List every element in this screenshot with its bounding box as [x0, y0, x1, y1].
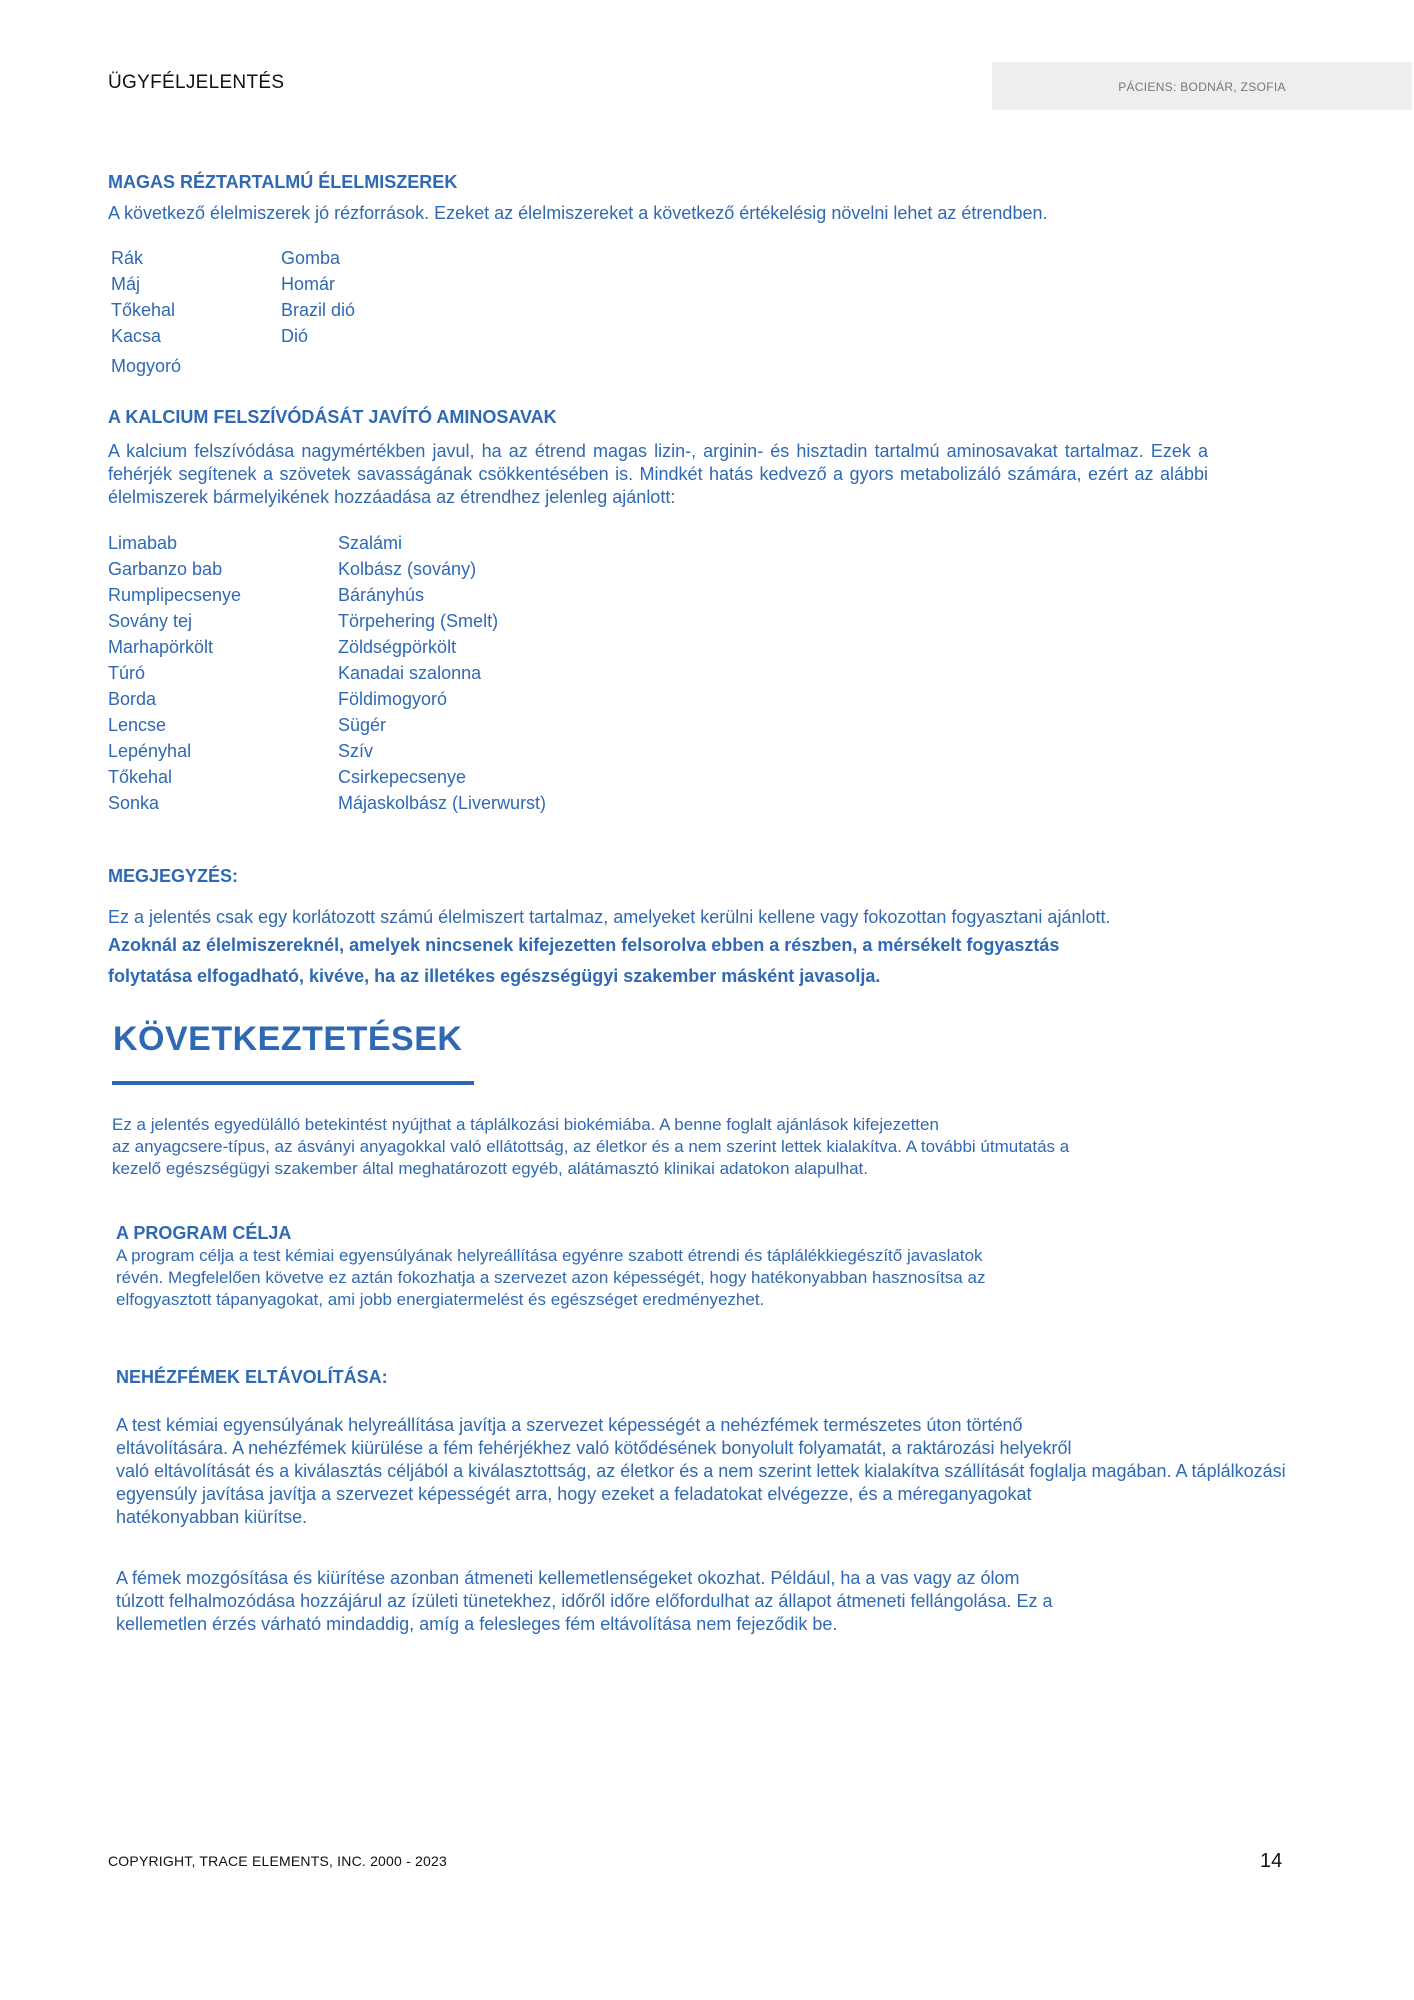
calcium-list-col1: [108, 530, 241, 816]
list-item: Sonka: [108, 793, 160, 813]
list-item: Sovány tej: [108, 611, 193, 631]
list-item: Garbanzo bab: [108, 559, 223, 579]
patient-box: [992, 62, 1412, 110]
list-item: Májaskolbász (Liverwurst): [338, 793, 547, 813]
list-item: Csirkepecsenye: [338, 767, 467, 787]
list-item: Lencse: [108, 715, 167, 735]
list-item: Túró: [108, 663, 146, 683]
list-item: Gomba: [281, 248, 341, 268]
program-line1: A program célja a test kémiai egyensúlyának helyreállítása egyénre szabott étrendi és táplálékkiegészítő javaslatok: [116, 1246, 983, 1265]
program-line3: elfogyasztott tápanyagokat, ami jobb energiatermelést és egészséget eredményezhet.: [116, 1290, 765, 1309]
heavy-metals-p1-line3: való eltávolítását és a kiválasztás céljából a kiválasztottság, az életkor és a nem szerint lettek kialakítva szállítását foglalja magában. A táplálkozási: [116, 1461, 1286, 1481]
list-item: Tőkehal: [108, 767, 173, 787]
list-item: Tőkehal: [111, 300, 176, 320]
list-item: Limabab: [108, 533, 178, 553]
list-item: Bárányhús: [338, 585, 425, 605]
list-item: Törpehering (Smelt): [338, 611, 499, 631]
list-item: Kolbász (sovány): [338, 559, 477, 579]
note-bold-line1: Azoknál az élelmiszereknél, amelyek nincsenek kifejezetten felsorolva ebben a részben, a mérsékelt fogyasztás: [108, 935, 1060, 955]
patient-label: PÁCIENS: BODNÁR, ZSOFIA: [1118, 80, 1286, 94]
conclusions-line2: az anyagcsere-típus, az ásványi anyagokkal való ellátottság, az életkor és a nem szerint lettek kialakítva. A további útmutatás a: [112, 1137, 1070, 1156]
list-item: Rumplipecsenye: [108, 585, 242, 605]
report-title: ÜGYFÉLJELENTÉS: [108, 72, 285, 93]
list-item: Szalámi: [338, 533, 403, 553]
heavy-metals-p2-line3: kellemetlen érzés várható mindaddig, amíg a felesleges fém eltávolítása nem fejeződik be.: [116, 1614, 838, 1634]
copper-intro: A következő élelmiszerek jó rézforrások. Ezeket az élelmiszereket a következő értékelésig növelni lehet az étrendben.: [108, 203, 1048, 223]
title-underline: [112, 1081, 474, 1085]
list-item: Borda: [108, 689, 157, 709]
heavy-metals-p1-line4: egyensúly javítása javítja a szervezet képességét arra, hogy ezeket a feladatokat elvégezze, és a méreganyagokat: [116, 1484, 1032, 1504]
conclusions-title: KÖVETKEZTETÉSEK: [113, 1020, 463, 1058]
copper-list-col1: [111, 245, 181, 379]
copper-heading: MAGAS RÉZTARTALMÚ ÉLELMISZEREK: [108, 172, 458, 192]
program-line2: révén. Megfelelően követve ez aztán fokozhatja a szervezet azon képességét, hogy hatékonyabban hasznosítsa az: [116, 1268, 986, 1287]
calcium-text: A kalcium felszívódása nagymértékben javul, ha az étrend magas lizin-, arginin- és hisztadin tartalmú aminosavakat tartalmaz. Ezek a fehérjék segítenek a szövetek savasságának csökkentésében is. Mindkét hatás kedvező a gyors metabolizáló számára, ezért az alábbi élelmiszerek bármelyikének hozzáadása az étrendhez jelenleg ajánlott:: [108, 441, 1208, 507]
calcium-list-col2: [338, 530, 546, 816]
list-item: Kanadai szalonna: [338, 663, 482, 683]
program-heading: A PROGRAM CÉLJA: [116, 1223, 292, 1243]
list-item: Kacsa: [111, 326, 162, 346]
list-item: Földimogyoró: [338, 689, 448, 709]
list-item: Dió: [281, 326, 309, 346]
note-text: Ez a jelentés csak egy korlátozott számú élelmiszert tartalmaz, amelyeket kerülni kellene vagy fokozottan fogyasztani ajánlott.: [108, 907, 1111, 927]
list-item: Lepényhal: [108, 741, 192, 761]
heavy-metals-heading: NEHÉZFÉMEK ELTÁVOLÍTÁSA:: [116, 1367, 388, 1387]
list-item: Máj: [111, 274, 141, 294]
heavy-metals-p1-line1: A test kémiai egyensúlyának helyreállítása javítja a szervezet képességét a nehézfémek természetes úton történő: [116, 1415, 1023, 1435]
list-item: Mogyoró: [111, 356, 182, 376]
note-bold-line2: folytatása elfogadható, kivéve, ha az illetékes egészségügyi szakember másként javasolja.: [108, 966, 881, 986]
heavy-metals-p2-line1: A fémek mozgósítása és kiürítése azonban átmeneti kellemetlenségeket okozhat. Például, ha a vas vagy az ólom: [116, 1568, 1020, 1588]
list-item: Zöldségpörkölt: [338, 637, 457, 657]
note-heading: MEGJEGYZÉS:: [108, 866, 239, 886]
heavy-metals-p1-line5: hatékonyabban kiürítse.: [116, 1507, 308, 1527]
list-item: Homár: [281, 274, 336, 294]
page-number: 14: [1260, 1850, 1283, 1872]
conclusions-line3: kezelő egészségügyi szakember által meghatározott egyéb, alátámasztó klinikai adatokon alapulhat.: [112, 1159, 869, 1178]
list-item: Rák: [111, 248, 144, 268]
copyright-footer: COPYRIGHT, TRACE ELEMENTS, INC. 2000 - 2023: [108, 1853, 448, 1869]
calcium-heading: A KALCIUM FELSZÍVÓDÁSÁT JAVÍTÓ AMINOSAVAK: [108, 407, 557, 427]
conclusions-line1: Ez a jelentés egyedülálló betekintést nyújthat a táplálkozási biokémiába. A benne foglalt ajánlások kifejezetten: [112, 1115, 939, 1134]
list-item: Szív: [338, 741, 374, 761]
copper-list-col2: [281, 245, 355, 349]
list-item: Marhapörkölt: [108, 637, 214, 657]
heavy-metals-p1-line2: eltávolítására. A nehézfémek kiürülése a fém fehérjékhez való kötődésének bonyolult folyamatát, a raktározási helyekről: [116, 1438, 1072, 1458]
heavy-metals-p2-line2: túlzott felhalmozódása hozzájárul az ízületi tünetekhez, időről időre előfordulhat az állapot átmeneti fellángolása. Ez a: [116, 1591, 1053, 1611]
list-item: Sügér: [338, 715, 387, 735]
list-item: Brazil dió: [281, 300, 356, 320]
